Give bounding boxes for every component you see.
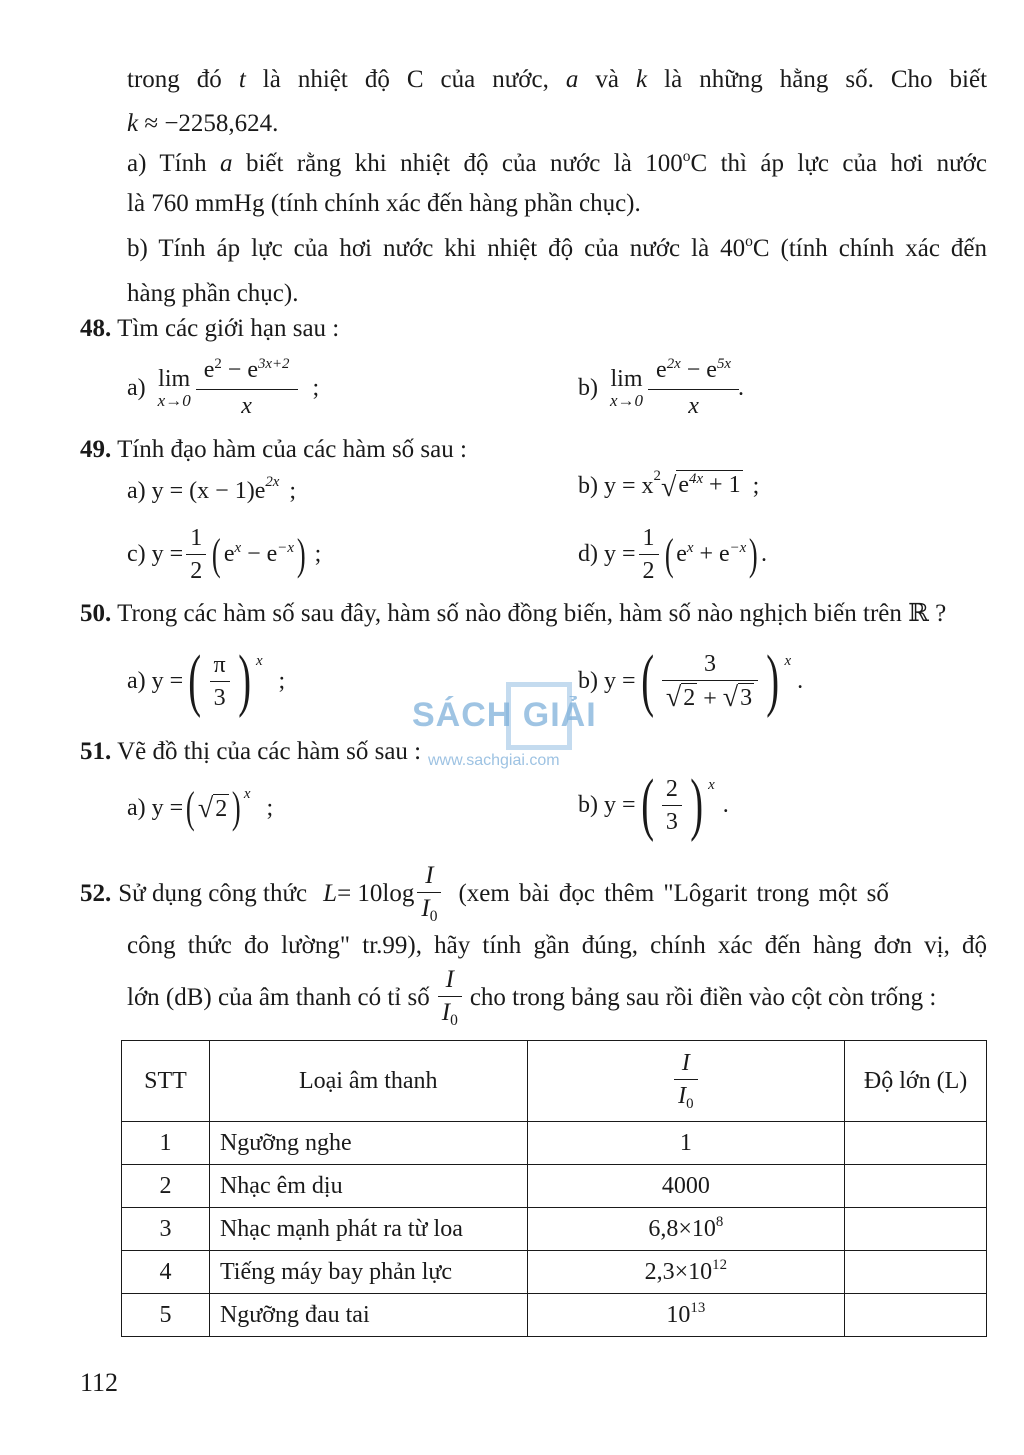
separator: ;	[752, 472, 760, 499]
text: a) Tính	[127, 150, 207, 177]
ex51-a: a) y = ( √ 2 ) $^x$ ;	[127, 783, 274, 832]
ex49-b	[578, 470, 759, 502]
formula: $e^x - e^{-x}$	[223, 539, 294, 567]
cell-stt: 5	[122, 1294, 210, 1337]
fraction: $\frac{1}{2}$	[639, 524, 659, 585]
exercise-text: cho trong bảng sau rồi điền vào cột còn trống :	[469, 984, 937, 1011]
var-k: k	[127, 110, 139, 137]
fraction: $\frac{\pi}{3}$	[210, 651, 230, 712]
fraction: 3 √ 2 + √ 3	[662, 650, 758, 713]
exponent: x	[708, 777, 715, 794]
exercise-text: (xem bài đọc thêm "Lôgarit trong một số	[458, 880, 889, 907]
formula: b) y =	[578, 791, 636, 818]
text: b) Tính áp lực của hơi nước khi nhiệt độ của nước là 40$^o$C (tính chính xác đến	[127, 233, 987, 262]
formula: c) y =	[127, 541, 184, 567]
table-row	[122, 1294, 987, 1337]
ex52-line-1	[80, 862, 889, 926]
ex49-c: c) y = $\frac{1}{2}$ ( $e^x - e^{-x}$ ) ;	[127, 525, 322, 584]
table-row	[122, 1165, 987, 1208]
cell-stt: 3	[122, 1208, 210, 1251]
fraction: $\frac{1}{2}$	[186, 524, 206, 585]
separator: .	[737, 374, 744, 401]
separator: .	[797, 667, 804, 694]
text: là nhiệt độ C của nước,	[262, 66, 549, 93]
fraction: $\frac{I}{I_0}$	[417, 862, 441, 926]
cell-stt: 4	[122, 1251, 210, 1294]
cell-type: Ngưỡng đau tai	[209, 1294, 527, 1337]
cell-loudness[interactable]	[845, 1122, 987, 1165]
ex49-heading	[80, 434, 467, 466]
formula: b) y = x	[578, 472, 654, 499]
watermark-url: www.sachgiai.com	[428, 752, 560, 769]
separator: ;	[266, 794, 274, 821]
separator: ;	[314, 541, 322, 567]
ex50-a: a) y = ( $\frac{\pi}{3}$ ) $^x$ ;	[127, 642, 286, 719]
cell-ratio: $10^{13}$	[527, 1294, 845, 1337]
var-L: L	[323, 880, 338, 907]
formula: a) y =	[127, 794, 184, 821]
table-row	[122, 1122, 987, 1165]
table-header-row	[122, 1041, 987, 1122]
fraction: $\frac{2}{3}$	[662, 775, 682, 836]
ex50-heading	[80, 598, 946, 630]
sound-table	[121, 1040, 987, 1337]
ex49-a	[127, 473, 297, 505]
item-label: b)	[578, 374, 598, 401]
header-type: Loại âm thanh	[209, 1041, 527, 1122]
exercise-text: Vẽ đồ thị của các hàm số sau :	[117, 738, 422, 765]
text: là những hằng số. Cho biết	[664, 66, 988, 93]
exercise-number: 52.	[80, 880, 112, 907]
fraction: $\frac{e^2 - e^{3x+2}}{x}$	[200, 356, 294, 420]
cell-ratio: 4000	[527, 1165, 845, 1208]
cell-ratio: $6,8\times 10^8$	[527, 1208, 845, 1251]
header-stt: STT	[122, 1041, 210, 1122]
exponent: 2	[653, 468, 661, 485]
cell-loudness[interactable]	[845, 1294, 987, 1337]
watermark	[408, 678, 618, 778]
cell-ratio: 1	[527, 1122, 845, 1165]
item-label: a)	[127, 374, 146, 401]
part-a-line-1	[127, 148, 987, 183]
square-root: √ $e^{4x} + 1$	[660, 470, 741, 503]
separator: .	[760, 541, 767, 567]
square-root: √ 2	[197, 792, 228, 824]
exponent: x	[784, 653, 792, 670]
cell-ratio: $2,3\times 10^{12}$	[527, 1251, 845, 1294]
intro-line-2	[127, 108, 278, 140]
text: trong đó	[127, 66, 222, 93]
cell-loudness[interactable]	[845, 1208, 987, 1251]
exponent: x	[243, 786, 251, 803]
cell-type: Nhạc êm dịu	[209, 1165, 527, 1208]
table-row	[122, 1251, 987, 1294]
ex51-heading	[80, 736, 421, 768]
ex51-b: b) y = ( $\frac{2}{3}$ ) $^x$ .	[578, 766, 729, 843]
formula: a) y =	[127, 667, 184, 694]
part-b-line-1	[127, 233, 987, 268]
table-row	[122, 1208, 987, 1251]
ex48-a	[127, 356, 319, 420]
exercise-number: 49.	[80, 436, 112, 463]
header-ratio: $\frac{I}{I_0}$	[527, 1041, 845, 1122]
watermark-logo: SÁCH GIẢI	[412, 696, 597, 734]
ex48-heading	[80, 313, 339, 345]
cell-stt: 2	[122, 1165, 210, 1208]
exponent: 2x	[265, 473, 280, 490]
exercise-number: 50.	[80, 600, 112, 627]
exponent: x	[255, 653, 263, 670]
var-k: k	[636, 66, 648, 93]
text: và	[595, 66, 619, 93]
part-a-line-2: là 760 mmHg (tính chính xác đến hàng phần chục).	[127, 190, 641, 217]
exercise-text: Trong các hàm số sau đây, hàm số nào đồng biến, hàm số nào nghịch biến trên ℝ ?	[117, 600, 947, 627]
k-value: ≈ −2258,624.	[138, 110, 279, 137]
separator: ;	[278, 667, 286, 694]
var-a: a	[220, 150, 233, 177]
cell-type: Nhạc mạnh phát ra từ loa	[209, 1208, 527, 1251]
header-loudness: Độ lớn (L)	[845, 1041, 987, 1122]
text: biết rằng khi nhiệt độ của nước là 100$^o$C thì áp lực của hơi nước	[245, 148, 987, 177]
fraction: $\frac{I}{I_0}$	[438, 966, 462, 1030]
fraction: $\frac{e^{2x} - e^{5x}}{x}$	[652, 356, 735, 420]
formula: $e^x + e^{-x}$	[676, 539, 747, 567]
intro-line-1	[127, 64, 987, 96]
part-b-line-2: hàng phần chục).	[127, 280, 299, 307]
page-number: 112	[80, 1368, 119, 1397]
formula: d) y =	[578, 541, 636, 567]
exercise-text: Tính đạo hàm của các hàm số sau :	[117, 436, 467, 463]
cell-loudness[interactable]	[845, 1251, 987, 1294]
var-a: a	[565, 66, 579, 93]
ex52-line-3	[127, 966, 936, 1030]
var-t: t	[238, 66, 246, 93]
exercise-number: 48.	[80, 315, 112, 342]
separator: ;	[312, 374, 320, 401]
cell-stt: 1	[122, 1122, 210, 1165]
separator: ;	[289, 478, 297, 504]
formula: a) y = (x − 1)e	[127, 478, 266, 504]
exercise-text: lớn (dB) của âm thanh có tỉ số	[127, 984, 430, 1011]
formula: = 10log	[337, 880, 415, 907]
limit: lim x→0	[610, 366, 644, 410]
ex49-d: d) y = $\frac{1}{2}$ ( $e^x + e^{-x}$ ) .	[578, 525, 767, 584]
formula: b) y =	[578, 667, 636, 694]
exercise-number: 51.	[80, 738, 112, 765]
separator: .	[722, 791, 729, 818]
cell-type: Ngưỡng nghe	[209, 1122, 527, 1165]
limit: lim x→0	[157, 366, 191, 410]
ex52-line-2: công thức đo lường" tr.99), hãy tính gần đúng, chính xác đến hàng đơn vị, độ	[127, 932, 987, 959]
cell-type: Tiếng máy bay phản lực	[209, 1251, 527, 1294]
ex50-b: b) y = ( 3 √ 2 + √ 3 ) $^x$ .	[578, 642, 804, 719]
exercise-text: Sử dụng công thức	[118, 880, 308, 907]
cell-loudness[interactable]	[845, 1165, 987, 1208]
exercise-text: Tìm các giới hạn sau :	[117, 315, 340, 342]
ex48-b	[578, 356, 744, 420]
